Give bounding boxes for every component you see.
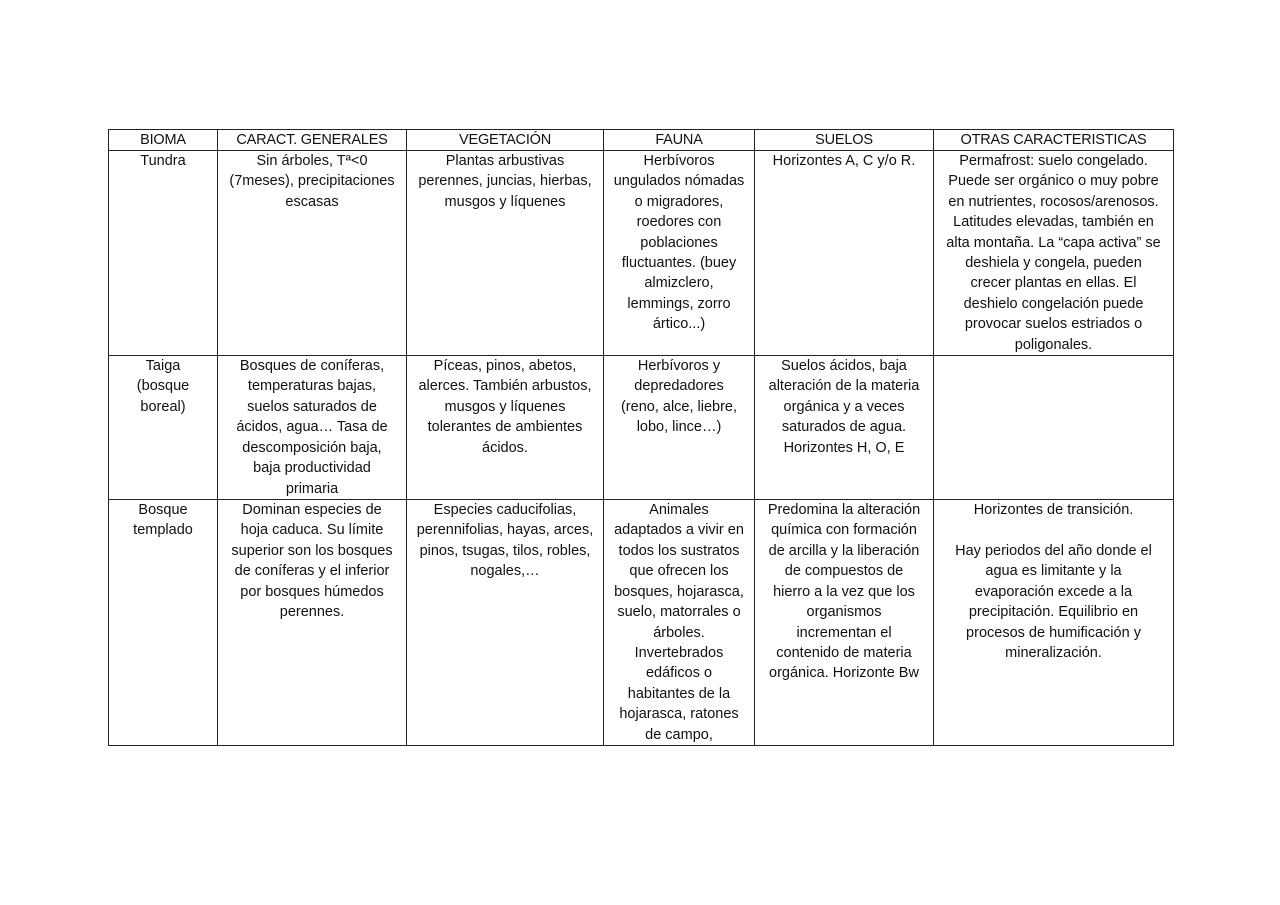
table-row — [109, 356, 1174, 500]
table-row — [109, 151, 1174, 356]
cell-suelos: Predomina la alteración química con formación de arcilla y la liberación de compuestos de hierro a la vez que los organismos incrementan el contenido de materia orgánica. Horizonte Bw — [755, 500, 934, 746]
cell-vegetacion: Especies caducifolias, perennifolias, hayas, arces, pinos, tsugas, tilos, robles, nogales,… — [407, 500, 604, 746]
header-caract-generales: CARACT. GENERALES — [218, 130, 407, 151]
header-otras-caracteristicas: OTRAS CARACTERISTICAS — [934, 130, 1174, 151]
cell-vegetacion: Píceas, pinos, abetos, alerces. También arbustos, musgos y líquenes tolerantes de ambientes ácidos. — [407, 356, 604, 500]
cell-caract-generales: Dominan especies de hoja caduca. Su límite superior son los bosques de coníferas y el inferior por bosques húmedos perennes. — [218, 500, 407, 746]
cell-bioma: Tundra — [109, 151, 218, 356]
header-suelos: SUELOS — [755, 130, 934, 151]
cell-otras-caracteristicas: Permafrost: suelo congelado. Puede ser orgánico o muy pobre en nutrientes, rocosos/arenosos. Latitudes elevadas, también en alta montaña. La “capa activa” se deshiela y congela, pueden crecer plantas en ellas. El deshielo congelación puede provocar suelos estriados o poligonales. — [934, 151, 1174, 356]
cell-fauna: Herbívoros y depredadores (reno, alce, liebre, lobo, lince…) — [604, 356, 755, 500]
table-header-row — [109, 130, 1174, 151]
cell-suelos: Suelos ácidos, baja alteración de la materia orgánica y a veces saturados de agua. Horizontes H, O, E — [755, 356, 934, 500]
cell-suelos: Horizontes A, C y/o R. — [755, 151, 934, 356]
header-vegetacion: VEGETACIÓN — [407, 130, 604, 151]
cell-fauna: Animales adaptados a vivir en todos los sustratos que ofrecen los bosques, hojarasca, suelo, matorrales o árboles. Invertebrados edáficos o habitantes de la hojarasca, ratones de campo, — [604, 500, 755, 746]
table-row — [109, 500, 1174, 746]
cell-bioma: Bosque templado — [109, 500, 218, 746]
cell-caract-generales: Bosques de coníferas, temperaturas bajas, suelos saturados de ácidos, agua… Tasa de descomposición baja, baja productividad primaria — [218, 356, 407, 500]
cell-bioma: Taiga (bosque boreal) — [109, 356, 218, 500]
cell-fauna: Herbívoros ungulados nómadas o migradores, roedores con poblaciones fluctuantes. (buey almizclero, lemmings, zorro ártico...) — [604, 151, 755, 356]
cell-otras-caracteristicas: Horizontes de transición. Hay periodos del año donde el agua es limitante y la evaporación excede a la precipitación. Equilibrio en procesos de humificación y mineralización. — [934, 500, 1174, 746]
header-fauna: FAUNA — [604, 130, 755, 151]
header-bioma: BIOMA — [109, 130, 218, 151]
biome-table — [108, 129, 1174, 746]
cell-vegetacion: Plantas arbustivas perennes, juncias, hierbas, musgos y líquenes — [407, 151, 604, 356]
cell-otras-caracteristicas — [934, 356, 1174, 500]
cell-caract-generales: Sin árboles, Tª<0 (7meses), precipitaciones escasas — [218, 151, 407, 356]
